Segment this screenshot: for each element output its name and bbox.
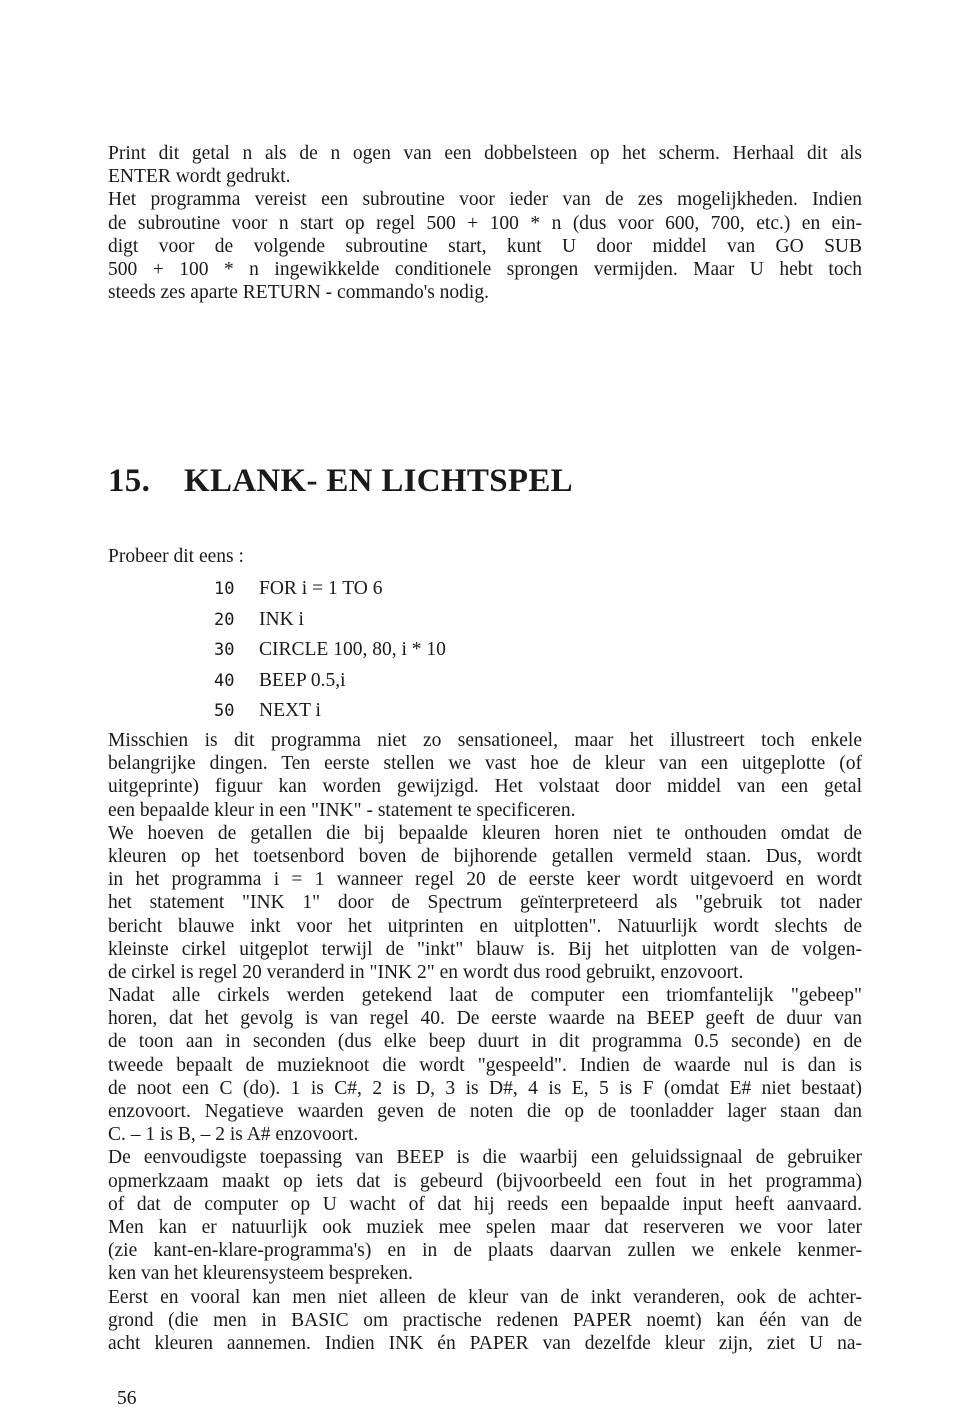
text-line: Nadat alle cirkels werden getekend laat de computer een triomfantelijk "gebeep" (108, 985, 862, 1007)
text-line: de toon aan in seconden (dus elke beep duurt in dit programma 0.5 seconde) en de (108, 1031, 862, 1053)
try-this-text: Probeer dit eens : (108, 546, 244, 567)
program-line (214, 635, 446, 666)
text-line: acht kleuren aannemen. Indien INK én PAPER van dezelfde kleur zijn, ziet U na- (108, 1332, 862, 1354)
intro-paragraph (108, 142, 862, 304)
text-line: digt voor de volgende subroutine start, kunt U door middel van GO SUB (108, 235, 862, 257)
text-line: steeds zes aparte RETURN - commando's nodig. (108, 282, 489, 304)
program-line (214, 696, 446, 727)
text-line: De eenvoudigste toepassing van BEEP is die waarbij een geluidssignaal de gebruiker (108, 1147, 862, 1169)
text-line: belangrijke dingen. Ten eerste stellen we vast hoe de kleur van een uitgeplotte (of (108, 753, 862, 775)
chapter-heading (108, 463, 573, 500)
line-number: 20 (214, 609, 235, 630)
text-line: ken van het kleurensysteem bespreken. (108, 1263, 413, 1285)
text-line: de noot een C (do). 1 is C#, 2 is D, 3 is D#, 4 is E, 5 is F (omdat E# niet bestaat) (108, 1077, 862, 1099)
text-line: kleinste cirkel uitgeplot terwijl de "inkt" blauw is. Bij het uitplotten van de volgen- (108, 938, 862, 960)
text-line: Print dit getal n als de n ogen van een dobbelsteen op het scherm. Herhaal dit als (108, 143, 862, 164)
text-line: C. – 1 is B, – 2 is A# enzovoort. (108, 1124, 359, 1146)
text-line: de subroutine voor n start op regel 500 + 100 * n (dus voor 600, 700, etc.) en ein- (108, 212, 862, 234)
line-code: BEEP 0.5,i (259, 669, 346, 691)
text-line: in het programma i = 1 wanneer regel 20 de eerste keer wordt uitgevoerd en wordt (108, 869, 862, 891)
text-line: het statement "INK 1" door de Spectrum geïnterpreteerd als "gebruik tot nader (108, 892, 862, 914)
program-listing (214, 574, 446, 727)
text-line: een bepaalde kleur in een "INK" - statement te specificeren. (108, 799, 576, 821)
text-line: Men kan er natuurlijk ook muziek mee spelen maar dat reserveren we voor later (108, 1216, 862, 1238)
text-line: (zie kant-en-klare-programma's) en in de plaats daarvan zullen we enkele kenmer- (108, 1240, 862, 1262)
text-line: We hoeven de getallen die bij bepaalde kleuren horen niet te onthouden omdat de (108, 822, 862, 844)
text-line: Eerst en vooral kan men niet alleen de kleur van de inkt veranderen, ook de achter- (108, 1286, 862, 1308)
chapter-number: 15. (108, 463, 151, 499)
text-line: 500 + 100 * n ingewikkelde conditionele sprongen vermijden. Maar U hebt toch (108, 258, 862, 280)
chapter-title: KLANK- EN LICHTSPEL (184, 463, 573, 499)
text-line: de cirkel is regel 20 veranderd in "INK 2" en wordt dus rood gebruikt, enzovoort. (108, 961, 744, 983)
text-line: uitgeprinte) figuur kan worden gewijzigd. Het volstaat door middel van een getal (108, 776, 862, 798)
text-line: Het programma vereist een subroutine voor ieder van de zes mogelijkheden. Indien (108, 189, 862, 211)
text-line: bericht blauwe inkt voor het uitprinten en uitplotten". Natuurlijk wordt slechts de (108, 915, 862, 937)
line-code: FOR i = 1 TO 6 (259, 578, 383, 599)
text-line: kleuren op het toetsenbord boven de bijhorende getallen vermeld staan. Dus, wordt (108, 845, 862, 867)
text-line: opmerkzaam maakt op iets dat is gebeurd (bijvoorbeeld een fout in het programma) (108, 1170, 862, 1192)
line-number: 50 (214, 701, 235, 722)
program-line (214, 605, 446, 636)
line-number: 30 (214, 640, 235, 661)
page-number: 56 (117, 1388, 137, 1409)
line-code: NEXT i (259, 700, 321, 722)
text-line: Misschien is dit programma niet zo sensationeel, maar het illustreert toch enkele (108, 730, 862, 751)
line-code: CIRCLE 100, 80, i * 10 (259, 639, 446, 661)
text-line: grond (die men in BASIC om practische redenen PAPER noemt) kan één van de (108, 1309, 862, 1331)
text-line: of dat de computer op U wacht of dat hij reeds een bepaalde input heeft aanvaard. (108, 1193, 862, 1215)
line-number: 10 (214, 579, 235, 599)
program-line (214, 666, 446, 697)
text-line: horen, dat het gevolg is van regel 40. De eerste waarde na BEEP geeft de duur van (108, 1008, 862, 1030)
text-line: ENTER wordt gedrukt. (108, 166, 291, 188)
program-line (214, 574, 446, 605)
text-line: tweede bepaalt de muzieknoot die wordt "gespeeld". Indien de waarde nul is dan is (108, 1054, 862, 1076)
line-code: INK i (259, 608, 304, 630)
text-line: enzovoort. Negatieve waarden geven de noten die op de toonladder lager staan dan (108, 1101, 862, 1122)
line-number: 40 (214, 670, 235, 691)
body-text (108, 729, 862, 1355)
